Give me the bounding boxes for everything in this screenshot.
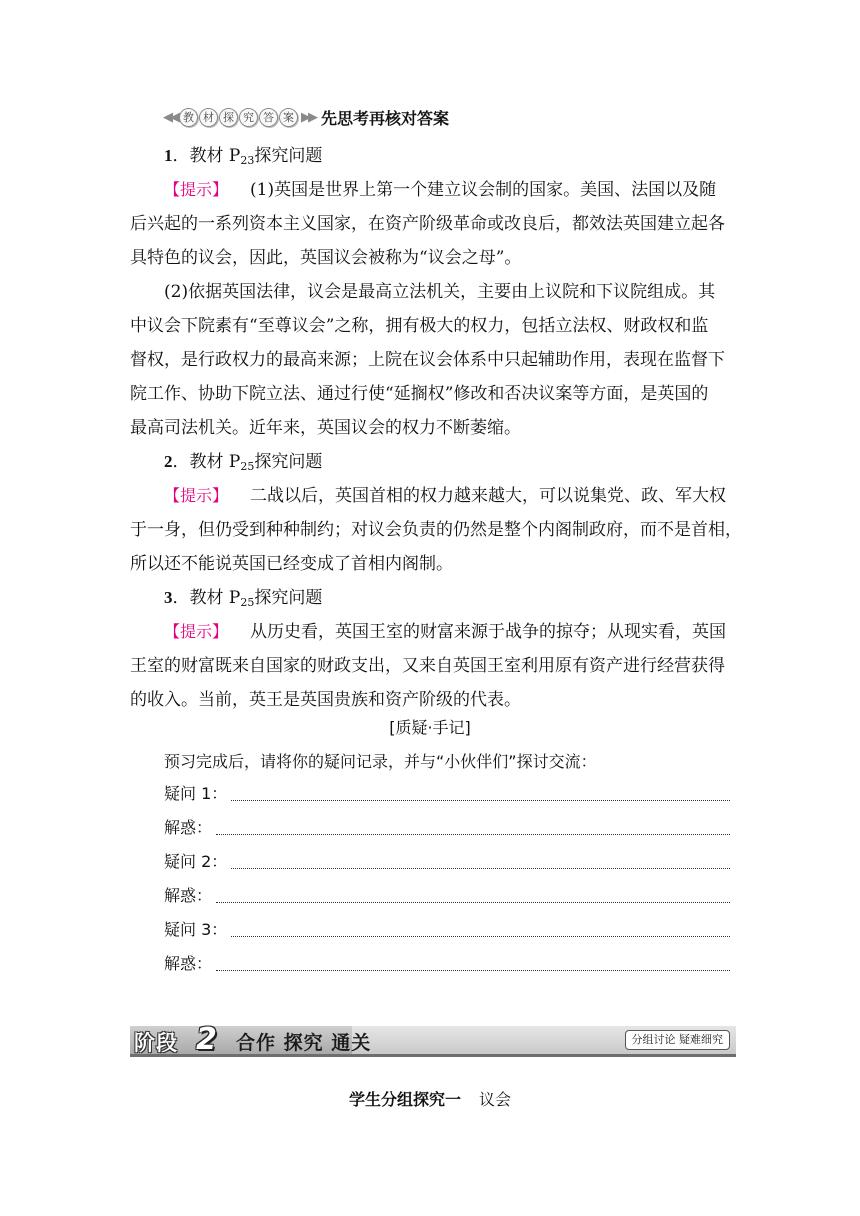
- banner-chip: 案: [279, 108, 298, 127]
- stage-word: 阶段: [134, 1031, 178, 1055]
- answer-line[interactable]: [231, 786, 730, 801]
- answer-line[interactable]: [231, 854, 730, 869]
- section-heading: [130, 1090, 730, 1110]
- banner-chips: [179, 108, 299, 127]
- q1-text-line: 督权，是行政权力的最高来源；上院在议会体系中只起辅助作用，表现在监督下: [130, 350, 725, 370]
- chevron-left-icon: ◀◀: [163, 109, 177, 125]
- banner-chip: 教: [179, 108, 198, 127]
- note-row: [164, 886, 730, 906]
- section-title: 学生分组探究一: [348, 1090, 461, 1109]
- stage-number: 2: [196, 1022, 217, 1057]
- q2-text-line: 于一身，但仍受到种种制约；对议会负责的仍然是整个内阁制政府，而不是首相，: [130, 520, 742, 540]
- hint-label: 【提示】: [164, 180, 229, 199]
- answer-banner: [163, 106, 449, 128]
- stage-title: 合作 探究 通关: [236, 1032, 372, 1054]
- answer-line[interactable]: [216, 956, 730, 971]
- note-row-label: 解惑：: [164, 954, 213, 973]
- note-row: [164, 920, 730, 940]
- q2-hint-line: 【提示】 二战以后，英国首相的权力越来越大，可以说集党、政、军大权: [164, 486, 727, 506]
- hint-label: 【提示】: [164, 622, 229, 641]
- note-row: [164, 852, 730, 872]
- q1-text-line: 院工作、协助下院立法、通过行使“延搁权”修改和否决议案等方面，是英国的: [130, 384, 709, 404]
- q3-heading: 3．教材 $P_{25}$探究问题: [164, 588, 323, 609]
- note-row: [164, 784, 730, 804]
- q1-heading: 1．教材 $P_{23}$探究问题: [164, 146, 323, 167]
- q1-text-line: 中议会下院素有“至尊议会”之称，拥有极大的权力，包括立法权、财政权和监: [130, 316, 709, 336]
- q1-hint-line: 【提示】 (1)英国是世界上第一个建立议会制的国家。美国、法国以及随: [164, 180, 717, 200]
- answer-line[interactable]: [231, 922, 730, 937]
- banner-chip: 答: [259, 108, 278, 127]
- hint-label: 【提示】: [164, 486, 229, 505]
- notes-title: [质疑·手记]: [389, 718, 471, 737]
- answer-line[interactable]: [216, 888, 730, 903]
- banner-chip: 材: [199, 108, 218, 127]
- note-row-label: 解惑：: [164, 818, 213, 837]
- stage-header: [130, 1022, 736, 1057]
- note-row-label: 解惑：: [164, 886, 213, 905]
- section-topic: 议会: [479, 1090, 512, 1109]
- note-row: [164, 954, 730, 974]
- chevron-right-icon: ▶▶: [301, 109, 315, 125]
- q1-text-line: 具特色的议会，因此，英国议会被称为“议会之母”。: [130, 248, 522, 268]
- q3-text-line: 的收入。当前，英王是英国贵族和资产阶级的代表。: [130, 690, 521, 710]
- q3-hint-line: 【提示】 从历史看，英国王室的财富来源于战争的掠夺；从现实看，英国: [164, 622, 727, 642]
- answer-line[interactable]: [216, 820, 730, 835]
- note-row-label: 疑问 3：: [164, 920, 228, 939]
- banner-label: 先思考再核对答案: [321, 108, 450, 128]
- stage-underline: [130, 1054, 736, 1057]
- banner-chip: 究: [239, 108, 258, 127]
- note-row: [164, 818, 730, 838]
- note-row-label: 疑问 1：: [164, 784, 228, 803]
- q2-heading: 2．教材 $P_{25}$探究问题: [164, 452, 323, 473]
- q1-text-line: 最高司法机关。近年来，英国议会的权力不断萎缩。: [130, 418, 521, 438]
- q1-text-line: (2)依据英国法律，议会是最高立法机关，主要由上议院和下议院组成。其: [164, 282, 716, 302]
- q1-text-line: 后兴起的一系列资本主义国家，在资产阶级革命或改良后，都效法英国建立起各: [130, 214, 725, 234]
- banner-chip: 探: [219, 108, 238, 127]
- stage-tag: 分组讨论 疑难细究: [625, 1030, 731, 1050]
- note-row-label: 疑问 2：: [164, 852, 228, 871]
- notes-intro: 预习完成后，请将你的疑问记录，并与“小伙伴们”探讨交流：: [164, 752, 597, 771]
- q3-text-line: 王室的财富既来自国家的财政支出，又来自英国王室利用原有资产进行经营获得: [130, 656, 725, 676]
- q2-text-line: 所以还不能说英国已经变成了首相内阁制。: [130, 554, 453, 574]
